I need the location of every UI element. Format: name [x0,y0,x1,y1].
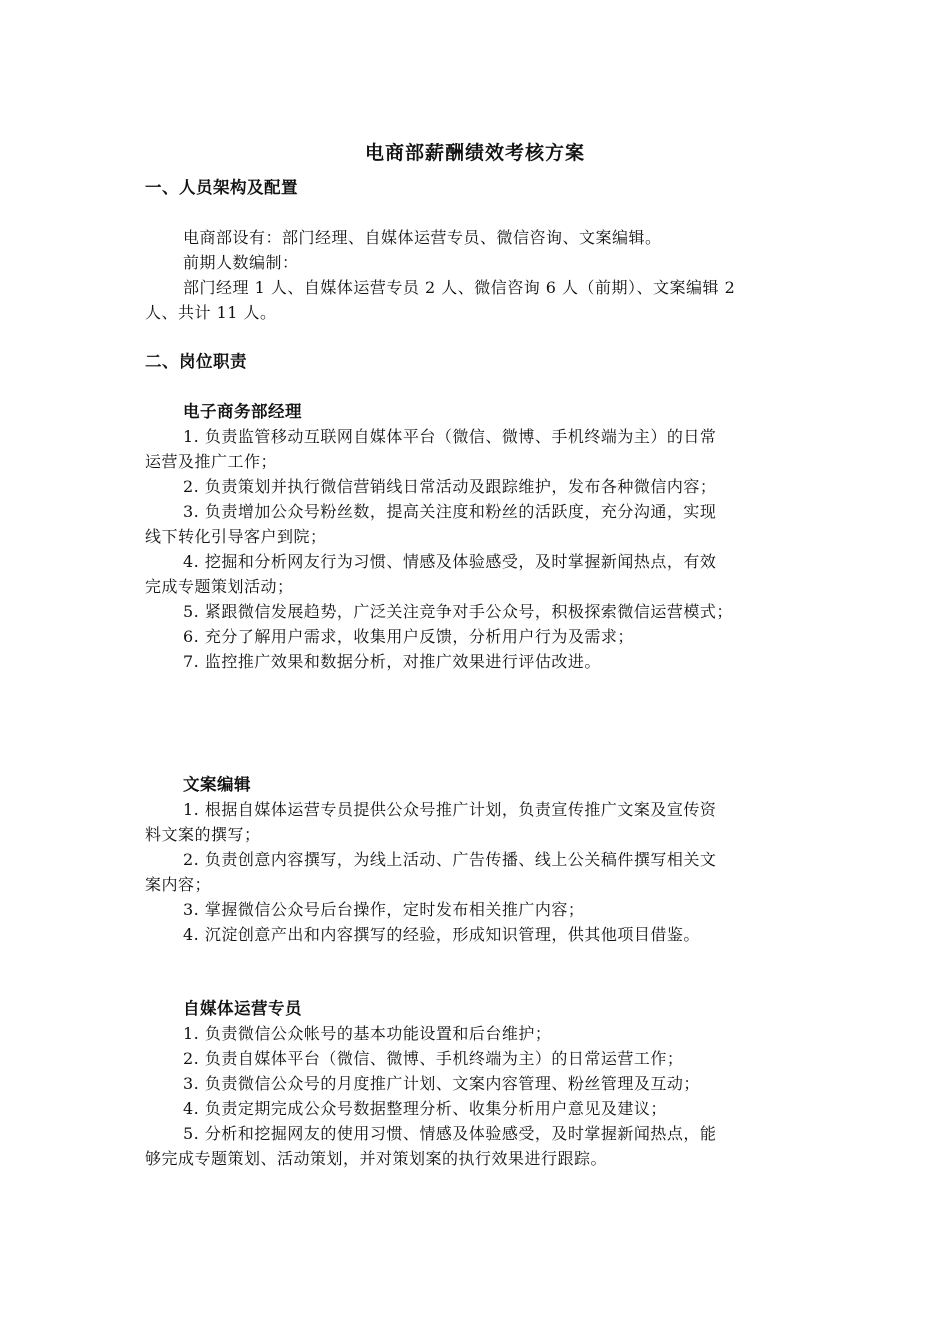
list-item: 2. 负责策划并执行微信营销线日常活动及跟踪维护，发布各种微信内容； [183,477,717,496]
list-item: 1. 负责微信公众帐号的基本功能设置和后台维护； [183,1024,552,1043]
section-heading-duties: 二、岗位职责 [145,352,247,371]
list-item-continuation: 完成专题策划活动； [145,577,294,596]
list-item: 2. 负责创意内容撰写，为线上活动、广告传播、线上公关稿件撰写相关文 [183,850,717,869]
list-item: 6. 充分了解用户需求，收集用户反馈，分析用户行为及需求； [183,627,634,646]
section-heading-staffing: 一、人员架构及配置 [145,178,298,197]
list-item: 5. 分析和挖掘网友的使用习惯、情感及体验感受，及时掌握新闻热点，能 [183,1124,717,1143]
list-item: 4. 挖掘和分析网友行为习惯、情感及体验感受，及时掌握新闻热点，有效 [183,552,717,571]
list-item: 1. 根据自媒体运营专员提供公众号推广计划，负责宣传推广文案及宣传资 [183,800,717,819]
paragraph-line: 部门经理 1 人、自媒体运营专员 2 人、微信咨询 6 人（前期）、文案编辑 2 [183,278,736,297]
list-item: 5. 紧跟微信发展趋势，广泛关注竞争对手公众号，积极探索微信运营模式； [183,602,733,621]
list-item: 1. 负责监管移动互联网自媒体平台（微信、微博、手机终端为主）的日常 [183,427,717,446]
list-item: 3. 负责增加公众号粉丝数，提高关注度和粉丝的活跃度，充分沟通，实现 [183,502,717,521]
list-item: 7. 监控推广效果和数据分析，对推广效果进行评估改进。 [183,652,601,671]
subheading-manager: 电子商务部经理 [183,402,302,421]
list-item-continuation: 料文案的撰写； [145,825,261,844]
subheading-copywriter: 文案编辑 [183,775,251,794]
list-item-continuation: 运营及推广工作； [145,452,278,471]
list-item-continuation: 够完成专题策划、活动策划，并对策划案的执行效果进行跟踪。 [145,1149,608,1168]
list-item-continuation: 案内容； [145,875,212,894]
list-item-continuation: 线下转化引导客户到院； [145,527,327,546]
paragraph-line: 前期人数编制： [183,253,299,272]
list-item: 3. 负责微信公众号的月度推广计划、文案内容管理、粉丝管理及互动； [183,1074,700,1093]
paragraph-line: 人、共计 11 人。 [145,303,277,322]
list-item: 2. 负责自媒体平台（微信、微博、手机终端为主）的日常运营工作； [183,1049,684,1068]
list-item: 4. 沉淀创意产出和内容撰写的经验，形成知识管理，供其他项目借鉴。 [183,925,700,944]
paragraph-line: 电商部设有：部门经理、自媒体运营专员、微信咨询、文案编辑。 [183,228,662,247]
document-title: 电商部薪酬绩效考核方案 [364,142,585,164]
subheading-media-specialist: 自媒体运营专员 [183,999,302,1018]
list-item: 4. 负责定期完成公众号数据整理分析、收集分析用户意见及建议； [183,1099,667,1118]
list-item: 3. 掌握微信公众号后台操作，定时发布相关推广内容； [183,900,585,919]
